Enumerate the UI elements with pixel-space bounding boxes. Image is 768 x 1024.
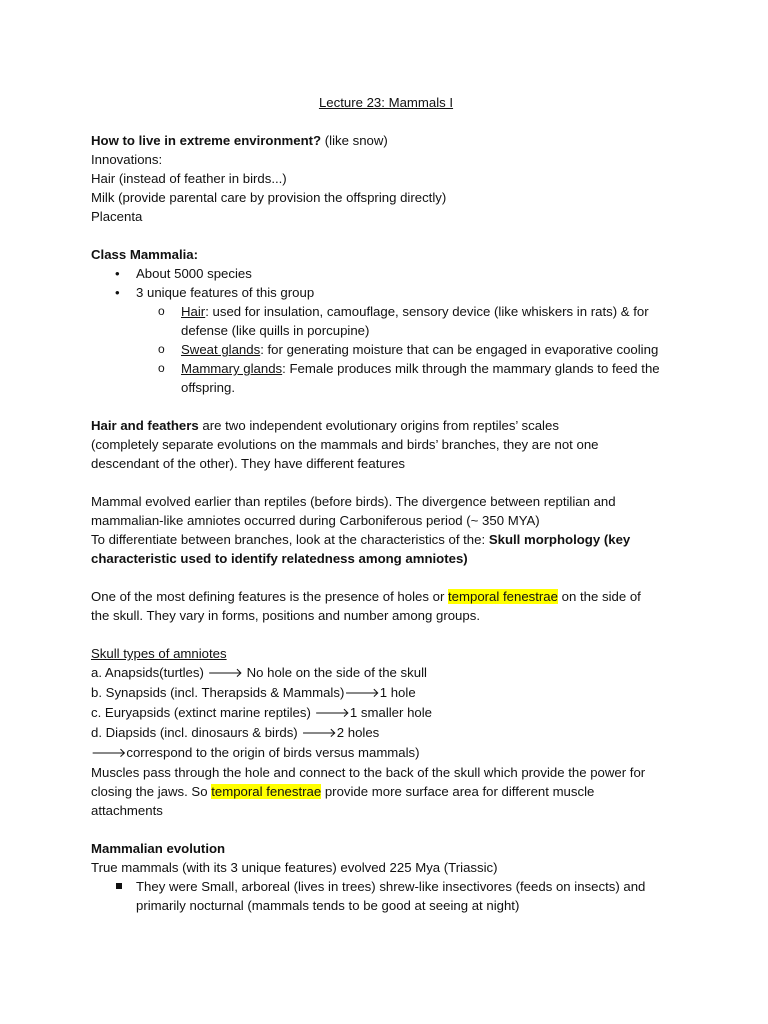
spacer bbox=[91, 568, 681, 587]
bold-phrase: Skull morphology (key bbox=[488, 532, 631, 547]
spacer bbox=[91, 397, 681, 416]
list-item bbox=[91, 877, 681, 915]
spacer bbox=[91, 625, 681, 644]
bullet-icon: • bbox=[115, 266, 120, 281]
circle-bullet-icon: o bbox=[158, 342, 165, 356]
circle-bullet-icon: o bbox=[158, 361, 165, 375]
feature-term: Sweat glands bbox=[181, 342, 261, 357]
paragraph-text: on the side of bbox=[557, 589, 641, 604]
paragraph-line: (completely separate evolutions on the mammals and birds’ branches, they are not one bbox=[91, 437, 599, 452]
list-item bbox=[91, 264, 681, 283]
skull-type-item bbox=[91, 663, 681, 683]
skull-types-heading: Skull types of amniotes bbox=[91, 646, 227, 661]
feature-text: : for generating moisture that can be engaged in evaporative cooling bbox=[260, 342, 659, 357]
skull-type-item bbox=[91, 743, 681, 763]
feature-text: : used for insulation, camouflage, sensory device (like whiskers in rats) & for defense (like quills in porcupine) bbox=[181, 304, 649, 338]
feature-item-sweat-glands bbox=[91, 340, 681, 359]
item-text: correspond to the origin of birds versus mammals) bbox=[126, 745, 420, 760]
paragraph-line bbox=[91, 530, 681, 549]
spacer bbox=[91, 226, 681, 245]
feature-term: Hair bbox=[181, 304, 206, 319]
item-text: a. Anapsids(turtles) bbox=[91, 665, 208, 680]
arrow-right-icon: 🡒 bbox=[91, 746, 127, 761]
paragraph-text: are two independent evolutionary origins from reptiles’ scales bbox=[198, 418, 559, 433]
arrow-right-icon: 🡒 bbox=[314, 706, 350, 721]
intro-heading-line bbox=[91, 131, 681, 150]
spacer bbox=[91, 820, 681, 839]
item-text: c. Euryapsids (extinct marine reptiles) bbox=[91, 705, 315, 720]
paragraph-line: mammalian-like amniotes occurred during Carboniferous period (~ 350 MYA) bbox=[91, 513, 540, 528]
paragraph-line bbox=[91, 587, 681, 606]
highlighted-term: temporal fenestrae bbox=[211, 784, 322, 799]
paragraph-text: One of the most defining features is the presence of holes or bbox=[91, 589, 449, 604]
square-bullet-icon bbox=[116, 883, 122, 889]
bold-phrase: Hair and feathers bbox=[91, 418, 199, 433]
skull-type-item bbox=[91, 703, 681, 723]
intro-heading-note: (like snow) bbox=[321, 133, 388, 148]
mammalia-heading-line bbox=[91, 245, 681, 264]
feature-item-hair bbox=[91, 302, 681, 340]
list-item-text: They were Small, arboreal (lives in trees) shrew-like insectivores (feeds on insects) and primarily nocturnal (mammals tends to be good at seeing at night) bbox=[136, 879, 646, 913]
list-item-text: 3 unique features of this group bbox=[136, 285, 315, 300]
mammalian-evolution-heading: Mammalian evolution bbox=[91, 841, 226, 856]
item-text: 2 holes bbox=[336, 725, 380, 740]
spacer bbox=[91, 473, 681, 492]
intro-line: Hair (instead of feather in birds...) bbox=[91, 171, 287, 186]
bullet-icon: • bbox=[115, 285, 120, 300]
mammalia-heading: Class Mammalia: bbox=[91, 247, 199, 262]
feature-text: : Female produces milk through the mammary glands to feed the offspring. bbox=[181, 361, 660, 395]
mammalian-evolution-heading-line bbox=[91, 839, 681, 858]
spacer bbox=[91, 112, 681, 131]
item-text: 1 hole bbox=[379, 685, 416, 700]
list-item-text: About 5000 species bbox=[136, 266, 252, 281]
paragraph-line bbox=[91, 549, 681, 568]
bold-phrase: characteristic used to identify relatedness among amniotes) bbox=[91, 551, 468, 566]
skull-type-item bbox=[91, 683, 681, 703]
item-text: b. Synapsids (incl. Therapsids & Mammals) bbox=[91, 685, 345, 700]
paragraph-line: the skull. They vary in forms, positions and number among groups. bbox=[91, 608, 480, 623]
circle-bullet-icon: o bbox=[158, 304, 165, 318]
intro-heading: How to live in extreme environment? bbox=[91, 133, 322, 148]
arrow-right-icon: 🡒 bbox=[207, 666, 243, 681]
paragraph-text: provide more surface area for different muscle bbox=[321, 784, 595, 799]
paragraph-line: descendant of the other). They have different features bbox=[91, 456, 406, 471]
list-item bbox=[91, 283, 681, 302]
item-text: d. Diapsids (incl. dinosaurs & birds) bbox=[91, 725, 302, 740]
page-title: Lecture 23: Mammals I bbox=[318, 95, 454, 110]
arrow-right-icon: 🡒 bbox=[344, 686, 380, 701]
item-text: No hole on the side of the skull bbox=[242, 665, 427, 680]
feature-item-mammary-glands bbox=[91, 359, 681, 397]
paragraph-line: attachments bbox=[91, 803, 163, 818]
arrow-right-icon: 🡒 bbox=[301, 726, 337, 741]
feature-term: Mammary glands bbox=[181, 361, 283, 376]
paragraph-line bbox=[91, 782, 681, 801]
paragraph-text: closing the jaws. So bbox=[91, 784, 212, 799]
intro-line: Innovations: bbox=[91, 152, 163, 167]
paragraph-line: Muscles pass through the hole and connect to the back of the skull which provide the power for bbox=[91, 765, 646, 780]
paragraph-text: To differentiate between branches, look at the characteristics of the: bbox=[91, 532, 489, 547]
paragraph-line bbox=[91, 416, 681, 435]
item-text: 1 smaller hole bbox=[349, 705, 432, 720]
intro-line: Placenta bbox=[91, 209, 143, 224]
document-body bbox=[91, 93, 681, 915]
skull-type-item bbox=[91, 723, 681, 743]
paragraph-line: True mammals (with its 3 unique features) evolved 225 Mya (Triassic) bbox=[91, 860, 498, 875]
paragraph-line: Mammal evolved earlier than reptiles (before birds). The divergence between reptilian and bbox=[91, 494, 616, 509]
intro-line: Milk (provide parental care by provision the offspring directly) bbox=[91, 190, 447, 205]
highlighted-term: temporal fenestrae bbox=[448, 589, 558, 604]
